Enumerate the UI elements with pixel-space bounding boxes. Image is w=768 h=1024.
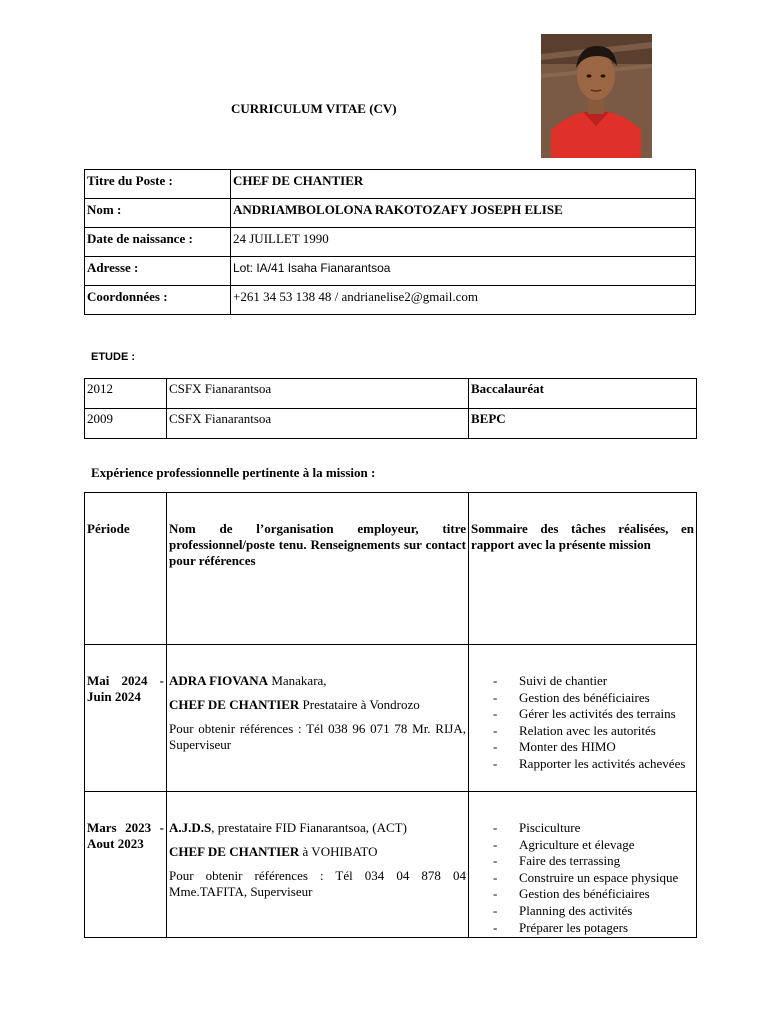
role-detail: à VOHIBATO	[299, 844, 378, 859]
header-period: Période	[85, 493, 167, 645]
header-organisation: Nom de l’organisation employeur, titre professionnel/poste tenu. Renseignements sur contact pour références	[167, 493, 469, 645]
info-value: +261 34 53 138 48 / andrianelise2@gmail.com	[231, 286, 696, 315]
info-label: Titre du Poste :	[85, 170, 231, 199]
org-name: ADRA FIOVANA	[169, 673, 269, 688]
info-row	[85, 286, 696, 315]
info-row	[85, 257, 696, 286]
experience-header-row	[85, 493, 697, 645]
organisation-cell	[167, 645, 469, 792]
task-item: - Construire un espace physique	[493, 870, 694, 887]
task-item: - Planning des activités	[493, 903, 694, 920]
org-name: A.J.D.S	[169, 820, 212, 835]
info-value: CHEF DE CHANTIER	[231, 170, 696, 199]
etude-year: 2012	[85, 379, 167, 409]
etude-heading: ETUDE :	[91, 351, 135, 363]
etude-school: CSFX Fianarantsoa	[167, 409, 469, 439]
tasks-cell	[469, 792, 697, 938]
info-table	[84, 169, 696, 315]
role-title: CHEF DE CHANTIER	[169, 844, 300, 859]
etude-year: 2009	[85, 409, 167, 439]
info-value: 24 JUILLET 1990	[231, 228, 696, 257]
task-item: - Préparer les potagers	[493, 920, 694, 937]
role-title: CHEF DE CHANTIER	[169, 697, 300, 712]
info-row	[85, 170, 696, 199]
etude-school: CSFX Fianarantsoa	[167, 379, 469, 409]
etude-diploma: BEPC	[469, 409, 697, 439]
portrait-photo	[541, 34, 652, 158]
info-label: Date de naissance :	[85, 228, 231, 257]
table-row	[85, 645, 697, 792]
info-value: ANDRIAMBOLOLONA RAKOTOZAFY JOSEPH ELISE	[231, 199, 696, 228]
task-list	[471, 820, 694, 936]
task-item: - Monter des HIMO	[493, 739, 694, 756]
task-item: - Pisciculture	[493, 820, 694, 837]
organisation-cell	[167, 792, 469, 938]
task-item: - Gestion des bénéficiaires	[493, 886, 694, 903]
header-tasks: Sommaire des tâches réalisées, en rapport avec la présente mission	[469, 493, 697, 645]
org-detail: , prestataire FID Fianarantsoa, (ACT)	[211, 820, 407, 835]
etude-row	[85, 409, 697, 439]
info-value: Lot: IA/41 Isaha Fianarantsoa	[231, 257, 696, 286]
task-item: - Gestion des bénéficiaires	[493, 690, 694, 707]
task-item: - Rapporter les activités achevées	[493, 756, 694, 773]
reference-contact: Pour obtenir références : Tél 038 96 071 78 Mr. RIJA, Superviseur	[169, 721, 466, 752]
experience-table	[84, 492, 697, 938]
info-row	[85, 228, 696, 257]
tasks-cell	[469, 645, 697, 792]
document-title: CURRICULUM VITAE (CV)	[231, 101, 397, 116]
info-label: Coordonnées :	[85, 286, 231, 315]
task-item: - Faire des terrassing	[493, 853, 694, 870]
task-item: - Agriculture et élevage	[493, 837, 694, 854]
info-label: Nom :	[85, 199, 231, 228]
info-label: Adresse :	[85, 257, 231, 286]
task-item: - Gérer les activités des terrains	[493, 706, 694, 723]
role-detail: Prestataire à Vondrozo	[299, 697, 420, 712]
portrait-icon	[541, 34, 652, 158]
table-row	[85, 792, 697, 938]
org-detail: Manakara,	[268, 673, 327, 688]
etude-row	[85, 379, 697, 409]
reference-contact: Pour obtenir références : Tél 034 04 878 04 Mme.TAFITA, Superviseur	[169, 868, 466, 899]
task-item: - Relation avec les autorités	[493, 723, 694, 740]
info-row	[85, 199, 696, 228]
period-cell: Mai 2024 - Juin 2024	[85, 645, 167, 792]
task-item: - Suivi de chantier	[493, 673, 694, 690]
etude-diploma: Baccalauréat	[469, 379, 697, 409]
etude-table	[84, 378, 697, 439]
experience-heading: Expérience professionnelle pertinente à la mission :	[91, 465, 376, 480]
period-cell: Mars 2023 - Aout 2023	[85, 792, 167, 938]
task-list	[471, 673, 694, 773]
